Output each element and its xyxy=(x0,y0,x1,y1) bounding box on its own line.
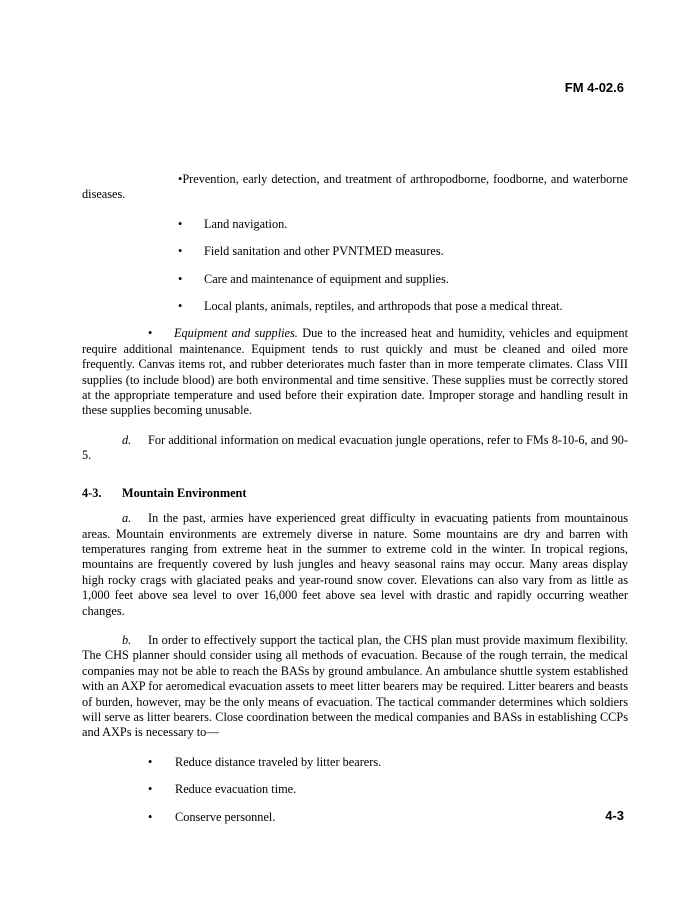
bullet-glyph: • xyxy=(148,326,153,341)
equipment-text: Due to the increased heat and humidity, vehicles and equipment require additional maintenance. Equipment tends to rust quickly and must be cleaned and oiled more frequently. Canvas items rot, and rubber deteriorates much faster than in more temperate climates. Class VIII supplies (to include blood) are both environmental and time sensitive. These supplies must be correctly stored at the appropriate temperature and used before their expiration date. Improper storage and handling result in these supplies becoming unusable. xyxy=(82,326,628,418)
bullet-glyph: • xyxy=(148,782,153,797)
bullet-item: • Field sanitation and other PVNTMED measures. xyxy=(178,244,444,259)
paragraph-label: b. xyxy=(122,632,132,647)
bullet-glyph: • xyxy=(178,216,183,231)
bullet-glyph: • xyxy=(148,754,153,769)
document-body xyxy=(82,172,628,837)
document-id-header: FM 4-02.6 xyxy=(564,80,624,95)
bullet-glyph: • xyxy=(148,809,153,824)
bullet-item: • Local plants, animals, reptiles, and arthropods that pose a medical threat. xyxy=(178,299,563,314)
bullet-item: • Conserve personnel. xyxy=(148,809,276,824)
paragraph-b: b. In order to effectively support the tactical plan, the CHS plan must provide maximum flexibility. The CHS planner should consider using all methods of evacuation. Because of the rough terrain, the medical companies may not be able to reach the BASs by ground ambulance. An ambulance shuttle system established with an AXP for aeromedical evacuation assets to meet litter bearers may be required. Litter bearers and beasts of burden, however, may be the only means of evacuation. The tactical commander determines which soldiers will serve as litter bearers. Close coordination between the medical companies and BASs in establishing CCPs and AXPs is necessary to— xyxy=(82,632,628,740)
bullet-item: •Prevention, early detection, and treatment of arthropodborne, foodborne, and waterborne diseases. xyxy=(82,172,628,202)
bullet-item: • Care and maintenance of equipment and supplies. xyxy=(178,271,449,286)
bullet-glyph: • xyxy=(178,172,183,186)
paragraph-label: a. xyxy=(122,511,132,526)
paragraph-a: a. In the past, armies have experienced great difficulty in evacuating patients from mountainous areas. Mountain environments are extremely diverse in nature. Some mountains are dry and barren with temperatures ranging from extreme heat in the summer to extreme cold in the winter. In tropical regions, mountains are frequently covered by lush jungles and heavy seasonal rains may occur. Many areas display high rocky crags with glaciated peaks and year-round snow cover. Elevations can also vary from as little as 1,000 feet above sea level to over 16,000 feet above sea level with drastic and rapidly occurring weather changes. xyxy=(82,511,628,618)
bullet-glyph: • xyxy=(178,244,183,259)
paragraph-label: d. xyxy=(122,432,132,447)
section-number: 4-3. xyxy=(82,485,102,500)
equipment-paragraph xyxy=(82,326,628,418)
section-heading xyxy=(82,486,628,501)
bullet-item: • Land navigation. xyxy=(178,216,288,231)
bullet-item: • Reduce distance traveled by litter bearers. xyxy=(148,754,382,769)
section-title: Mountain Environment xyxy=(122,485,247,500)
bullet-glyph: • xyxy=(178,299,183,314)
page-number-footer: 4-3 xyxy=(605,808,624,823)
paragraph-d: d. For additional information on medical evacuation jungle operations, refer to FMs 8-10-6, and 90-5. xyxy=(82,432,628,463)
bullet-glyph: • xyxy=(178,271,183,286)
bullet-item: • Reduce evacuation time. xyxy=(148,782,297,797)
equipment-title: Equipment and supplies. xyxy=(174,326,298,341)
